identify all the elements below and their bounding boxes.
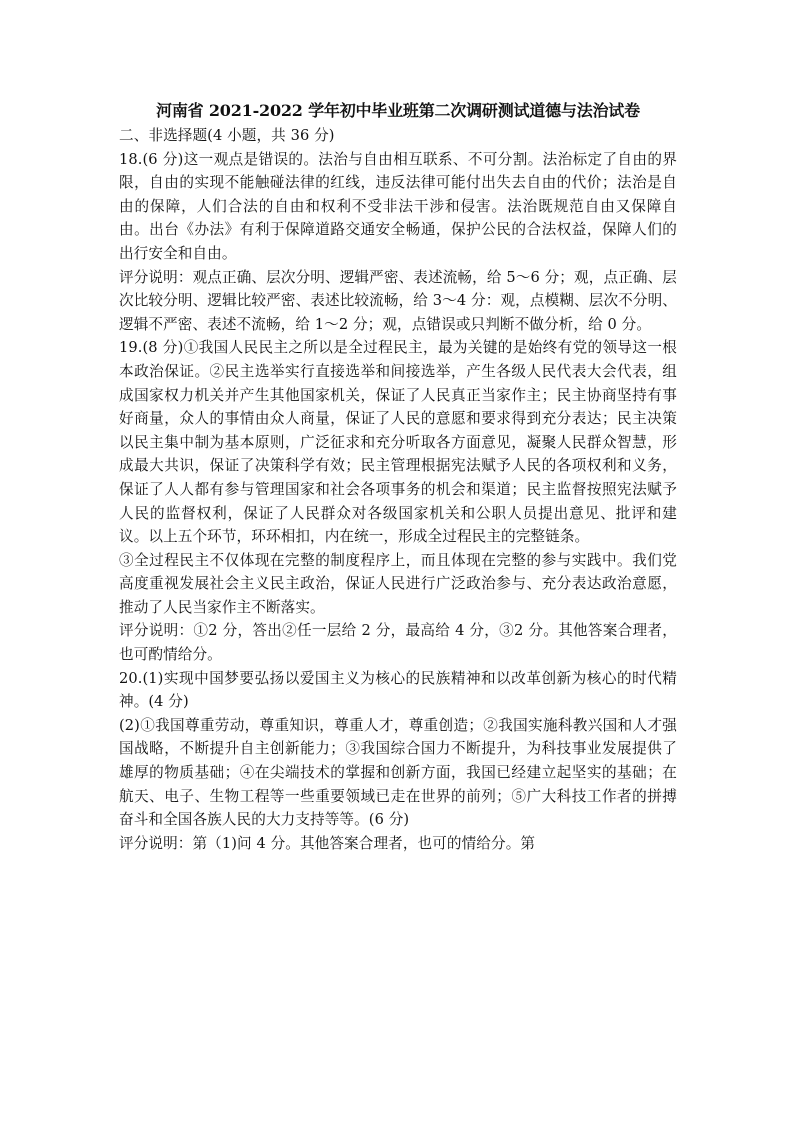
section-heading: 二、非选择题(4 小题，共 36 分) [119,127,335,144]
answer-19: 19.(8 分)①我国人民民主之所以是全过程民主，最为关键的是始终有党的领导这一根本政治保证。②民主选举实行直接选举和间接选举，产生各级人民代表大会代表，组成国家权力机关并产生其他国家机关，保证了人民真正当家作主；民主协商坚持有事好商量，众人的事情由众人商量，保证了人民的意愿和要求得到充分表达；民主决策以民主集中制为基本原则，广泛征求和充分听取各方面意见，凝聚人民群众智慧，形成最大共识，保证了决策科学有效；民主管理根据宪法赋予人民的各项权利和义务，保证了人人都有参与管理国家和社会各项事务的机会和渠道；民主监督按照宪法赋予人民的监督权利，保证了人民群众对各级国家机关和公职人员提出意见、批评和建议。以上五个环节，环环相扣，内在统一，形成全过程民主的完整链条。 [119,339,677,546]
answer-19-part-3: ③全过程民主不仅体现在完整的制度程序上，而且体现在完整的参与实践中。我们党高度重视发展社会主义民主政治，保证人民进行广泛政治参与、充分表达政治意愿，推动了人民当家作主不断落实。 [119,551,677,616]
scoring-note-20: 评分说明：第（1)问 4 分。其他答案合理者，也可的情给分。第 [119,834,536,852]
answer-20-part-2: (2)①我国尊重劳动，尊重知识，尊重人才，尊重创造；②我国实施科教兴国和人才强国战略，不断提升自主创新能力；③我国综合国力不断提升，为科技事业发展提供了雄厚的物质基础；④在尖端技术的掌握和创新方面，我国已经建立起坚实的基础；在航天、电子、生物工程等一些重要领域已走在世界的前列；⑤广大科技工作者的拼搏奋斗和全国各族人民的大力支持等等。(6 分) [119,716,677,829]
document-page [119,99,677,855]
document-title: 河南省 2021-2022 学年初中毕业班第二次调研测试道德与法治试卷 [156,101,640,120]
scoring-note-18: 评分说明：观点正确、层次分明、逻辑严密、表述流畅，给 5～6 分；观，点正确、层次比较分明、逻辑比较严密、表述比较流畅，给 3～4 分：观，点模糊、层次不分明、逻辑不严密、表述不流畅，给 1～2 分；观，点错误或只判断不做分析，给 0 分。 [119,268,677,333]
answer-18: 18.(6 分)这一观点是错误的。法治与自由相互联系、不可分割。法治标定了自由的界限，自由的实现不能触碰法律的红线，违反法律可能付出失去自由的代价；法治是自由的保障，人们合法的自由和权利不受非法干涉和侵害。法治既规范自由又保障自由。出台《办法》有利于保障道路交通安全畅通，保护公民的合法权益，保障人们的出行安全和自由。 [119,150,677,262]
scoring-note-19: 评分说明：①2 分，答出②任一层给 2 分，最高给 4 分，③2 分。其他答案合理者，也可酌情给分。 [119,622,677,664]
answer-20-part-1: 20.(1)实现中国梦要弘扬以爱国主义为核心的民族精神和以改革创新为核心的时代精神。(4 分) [119,669,677,711]
